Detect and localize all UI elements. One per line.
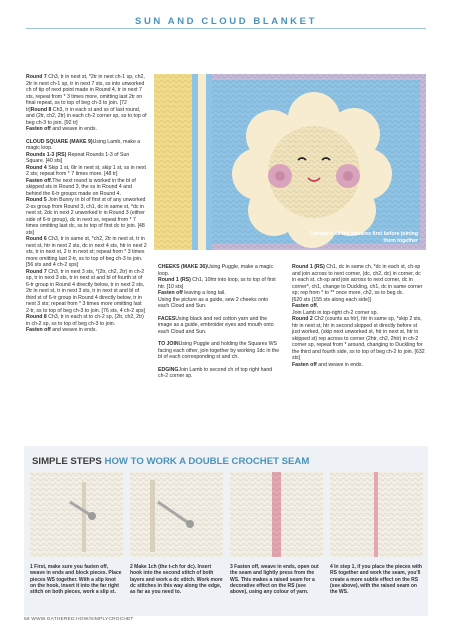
bold-run: Fasten off — [26, 327, 51, 333]
paragraph-edging-rounds — [292, 264, 426, 368]
step-2-image — [130, 472, 223, 557]
bold-run: FACES — [158, 315, 176, 322]
cloud-square-illustration — [154, 74, 426, 250]
step-2-number: 2 — [130, 564, 133, 570]
bold-run: Round 2 — [292, 316, 313, 322]
bold-run: TO JOIN — [158, 341, 179, 347]
header-rule — [26, 28, 426, 29]
text-run: Join Lamb in top-right ch-2 corner sp. — [292, 309, 378, 316]
bold-run: Rounds 1-3 (RS) — [26, 151, 67, 158]
bold-run: Round 1 (RS) — [158, 277, 191, 283]
step-2-description: Make 1ch (the t-ch for dc). Insert hook into the second stitch of both layers and work a dc stitch. Work more dc stitches in this way along the edge, as far as you need to. — [130, 564, 223, 596]
step-2-text — [130, 564, 223, 595]
text-run: Ch2 (counts as htr), htr in same sp, *skip 2 sts, htr in next st, htr in second skipped st directly before st just worked, (skip next unworked st, htr in next st, htr in skipped st) rep across to corner (2htr, ch2, 2htr) in ch-2 corner sp, repeat from * around, changing to Duckling for the third and fourth side, ss to top of beg ch-2 to join. [632 sts] — [292, 316, 425, 361]
bold-run: Fasten off — [158, 290, 183, 296]
bold-run: Round 7 — [26, 74, 47, 80]
paragraph-edging — [158, 367, 280, 380]
paragraph-to-join — [158, 341, 280, 361]
bold-run: Round 5 — [26, 197, 47, 203]
paragraph-faces — [158, 316, 280, 336]
step-4-image — [330, 472, 423, 557]
text-run: Ch3, tr in same st, *ch2, 2tr in next st, tr in next st, htr in next 2 sts, dc in next 4 sts, htr in next 2 sts, tr in next st, 2 tr in next st; repeat from * 3 times more omitting last 2-tr, ss to top of beg ch-3 to join. [56 sts and 4 ch-2 sps] — [26, 236, 147, 268]
bold-run: Round 8 — [26, 314, 47, 320]
simple-steps-heading: HOW TO WORK A DOUBLE CROCHET SEAM — [104, 456, 310, 467]
bold-run: Fasten off — [26, 126, 51, 132]
bold-run: Round 6 — [26, 236, 47, 242]
text-run: Using Puggle and holding the Squares WS facing each other, join together by working 1dc in the bl of each corresponding st and ch. — [158, 341, 280, 360]
text-run: Join Lamb to second ch of top right hand ch-2 corner sp. — [158, 366, 273, 379]
column-right — [292, 264, 426, 374]
column-middle — [158, 264, 280, 386]
text-run: Ch3, tr in next 3 sts, *(2tr, ch2, 2tr) in ch-2 sp, tr in next 3 sts, tr in next st and bl of fourth st of 6-tr group in Round 4 directly below, tr in next 2 sts, 2tr in next st, tr in next 3 sts, tr in next st and bl of third st of 6-tr group in Round 4 directly below, tr in next 3 sts; repeat from * 3 times more omitting last 2-tr, ss to top of beg ch-3 to join. [76 sts, 4 ch-2 sps] — [26, 268, 146, 314]
paragraph-cloud-square — [26, 139, 147, 334]
header-title: SUN AND CLOUD BLANKET — [135, 16, 317, 27]
paragraph-rounds-7-8 — [26, 74, 147, 133]
step-3-image — [230, 472, 323, 557]
bold-run: Round 4 — [26, 164, 47, 171]
text-run: Skip 1 st, 6tr in next st, skip 1 st, ss in next 2 sts; repeat from * 7 times more. [48 tr] — [26, 164, 146, 177]
text-run: Join Bunny in bl of first st of any unworked 2-ss group from Round 3, ch1, dc in same st, *dc in next st, 2dc in next 2 unworked tr in Round 3 (either side of 6-tr group), dc in next ss, repeat from * 7 times omitting last dc, ss to top of first dc to join. [48 sts] — [26, 197, 146, 236]
bold-run: Round 1 (RS) — [292, 264, 325, 270]
step-4-description: In step 1, if you place the pieces with RS together and work the seam, you'll create a more subtle effect on the RS (see above), with the raised seam on the WS. — [330, 564, 422, 596]
text-run: [620 sts (155 sts along each side)] — [292, 296, 372, 303]
text-run: Ch3, tr in next st, *2tr in next ch-1 sp, ch2, 2tr in next ch-1 sp, tr in next 7 sts, ss into unworked ch of tip of next point made in Round 4, tr in next 7 sts, repeat from * 3 times more, omitting last 2tr on final repeat, ss to top of beg ch-3 to join. [72 tr] — [26, 74, 145, 113]
bold-run: Round 7 — [26, 268, 47, 275]
bold-run: Round 8 — [30, 106, 52, 113]
text-run: Ch3, tr in each st to ch-2 sp, (2tr, ch2, 2tr) in ch-2 sp, ss to top of beg ch-3 to join. — [26, 314, 144, 327]
text-run: leaving a long tail. — [182, 290, 226, 296]
bold-run: Fasten off. — [292, 303, 319, 309]
step-1-photo — [30, 472, 123, 557]
text-run: Ch1, 10htr into loop, ss to top of first htr. [10 sts] — [158, 277, 276, 290]
text-run: Ch3, tr in each st and ss of last round, and (2tr, ch2, 2tr) in each ch-2 corner sp, ss to top of beg ch-3 to join. [92 tr] — [26, 106, 147, 126]
text-run: Repeat Rounds 1-3 of Sun Square. [40 sts] — [26, 151, 130, 164]
bold-run: CHEEKS (MAKE 36) — [158, 264, 208, 270]
step-3-text — [230, 564, 323, 595]
page-header — [0, 0, 452, 42]
text-run: Using Puggle, make a magic loop. — [158, 264, 274, 277]
simple-steps-label: SIMPLE STEPS — [32, 456, 102, 467]
simple-steps-box — [24, 446, 428, 616]
bold-run: EDGING — [158, 366, 179, 373]
step-1-description: First, make sure you fasten off, weave in ends and block pieces. Place pieces WS together. With a slip knot on the hook, insert it into the far right stitch on both pieces, work a slip st. — [30, 564, 122, 596]
bold-run: Fasten off. — [26, 177, 53, 184]
paragraph-cheeks — [158, 264, 280, 310]
text-run: and weave in ends. — [50, 327, 97, 333]
text-run: Using black and red cotton yarn and the image as a guide, embroider eyes and mouth onto each Cloud and Sun. — [158, 315, 274, 335]
text-run: and weave in ends. — [316, 361, 363, 368]
photo-caption: Complete all the squares first before joining them together — [309, 231, 418, 244]
step-1-number: 1 — [30, 564, 33, 570]
step-1-image — [30, 472, 123, 557]
blanket-photo — [154, 74, 426, 250]
text-run: The next round is worked in the bl of skipped sts in Round 3, the ss in Round 4 and behind the 6-tr groups made on Round 4. — [26, 177, 136, 197]
text-run: Using Lamb, make a magic loop. — [26, 138, 141, 151]
step-4-text — [330, 564, 423, 595]
step-4-photo — [330, 472, 423, 557]
bold-run: CLOUD SQUARE (MAKE 9) — [26, 138, 93, 145]
simple-steps-title — [32, 456, 309, 467]
column-left — [26, 74, 147, 340]
text-run: Ch1, dc in same ch, *dc in each st, ch-sp and join across to next corner, (dc, ch2, dc) in corner, dc in each st, ch-sp and join across to next corner, dc in corner*, ch1, change to Duckling, ch1, dc in same corner sp; rep from * to ** once more, ch2, ss to beg dc. — [292, 264, 423, 296]
step-3-photo — [230, 472, 323, 557]
step-3-description: Fasten off, weave in ends, open out the seam and lightly press from the WS. This makes a raised seam for a decorative effect on the RS (see above), using any colour of yarn. — [230, 564, 319, 596]
bold-run: Fasten off — [292, 361, 317, 368]
step-4-number: 4 — [330, 564, 333, 570]
text-run: Using the picture as a guide, sew 2 cheeks onto each Cloud and Sun. — [158, 296, 269, 309]
page-footer: 56 WWW.GATHERED.HOW/SIMPLYCROCHET — [24, 617, 134, 622]
step-3-number: 3 — [230, 564, 233, 570]
step-1-text — [30, 564, 123, 595]
step-2-photo — [130, 472, 223, 557]
text-run: and weave in ends. — [50, 126, 97, 132]
